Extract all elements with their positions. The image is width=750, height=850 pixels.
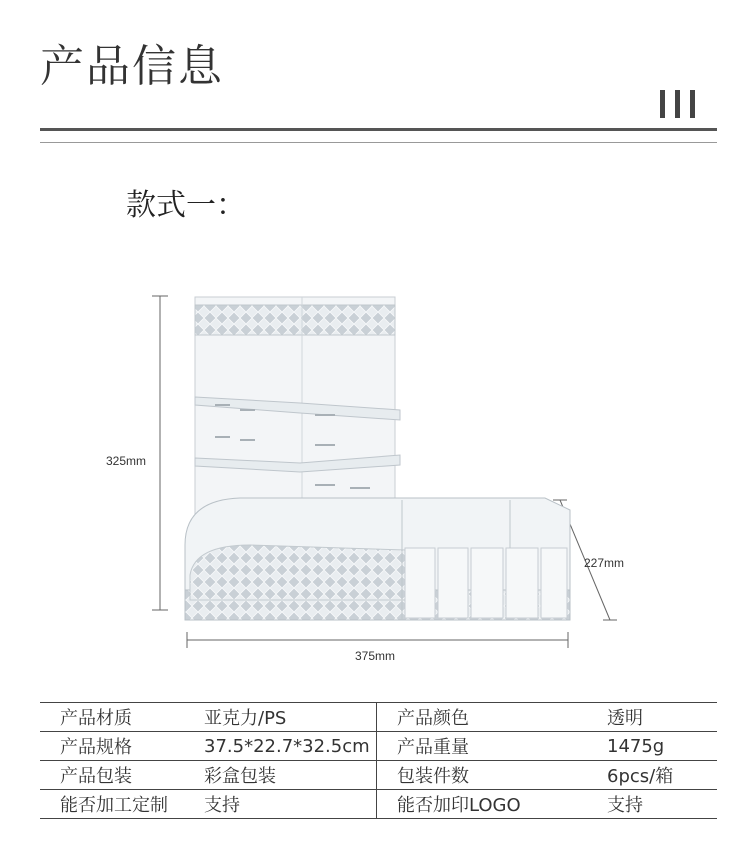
spec-key: 能否加印LOGO [377,790,598,819]
table-row [40,761,717,790]
spec-value: 支持 [190,790,377,819]
spec-value: 支持 [597,790,717,819]
spec-value: 亚克力/PS [190,703,377,732]
table-row [40,732,717,761]
height-dimension-label: 325mm [106,454,147,468]
spec-value: 透明 [597,703,717,732]
spec-key: 产品颜色 [377,703,598,732]
width-dimension-label: 375mm [355,649,396,663]
spec-key: 产品规格 [40,732,190,761]
organizer-tower [195,297,400,532]
table-row [40,790,717,819]
spec-value: 1475g [597,732,717,761]
spec-key: 能否加工定制 [40,790,190,819]
style-label: 款式一： [126,188,246,223]
spec-value: 6pcs/箱 [597,761,717,790]
spec-value: 彩盒包装 [190,761,377,790]
height-dimension-line [152,296,168,610]
spec-table [40,702,717,819]
spec-key: 产品包装 [40,761,190,790]
spec-value: 37.5*22.7*32.5cm [190,732,377,761]
depth-dimension-label: 227mm [584,556,625,570]
table-row [40,703,717,732]
spec-key: 包装件数 [377,761,598,790]
page-title: 产品信息 [40,41,224,92]
spec-key: 产品重量 [377,732,598,761]
spec-key: 产品材质 [40,703,190,732]
width-dimension-line [187,632,568,648]
organizer-base-tray [185,498,570,620]
